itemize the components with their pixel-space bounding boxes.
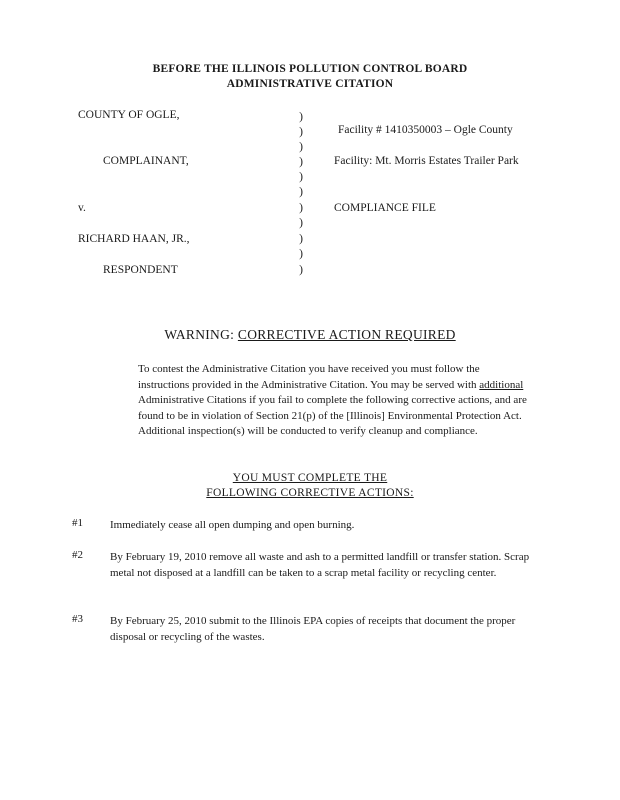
caption-paren: ) (299, 171, 303, 183)
caption-paren: ) (299, 233, 303, 245)
caption-paren: ) (299, 217, 303, 229)
caption-paren: ) (299, 186, 303, 198)
caption-paren: ) (299, 141, 303, 153)
action-number: #3 (72, 613, 83, 625)
warning-paragraph-part2: Administrative Citations if you fail to complete the following corrective actions, and are found to be in violation of Section 21(p) of the [Illinois] Environmental Protection Act. Additional inspection(s) will be conducted to verify cleanup and compliance. (138, 394, 527, 437)
caption-paren: ) (299, 202, 303, 214)
citation-heading: ADMINISTRATIVE CITATION (226, 78, 394, 90)
board-heading: BEFORE THE ILLINOIS POLLUTION CONTROL BOARD (152, 63, 468, 75)
action-number: #2 (72, 549, 83, 561)
action-text: By February 25, 2010 submit to the Illinois EPA copies of receipts that document the proper disposal or recycling of the wastes. (110, 615, 516, 643)
complainant-name: COUNTY OF OGLE, (78, 109, 180, 121)
respondent-role: RESPONDENT (103, 264, 178, 276)
must-complete-heading: YOU MUST COMPLETE THE (232, 472, 388, 484)
caption-paren: ) (299, 264, 303, 276)
warning-title (0, 327, 620, 343)
versus-label: v. (78, 202, 86, 214)
action-text: By February 19, 2010 remove all waste and ash to a permitted landfill or transfer station. Scrap metal not disposed at a landfill can be taken to a scrap metal facility or recycling center. (110, 551, 530, 579)
caption-paren: ) (299, 248, 303, 260)
corrective-actions-heading: FOLLOWING CORRECTIVE ACTIONS: (206, 487, 414, 499)
respondent-name: RICHARD HAAN, JR., (78, 233, 190, 245)
action-number: #1 (72, 517, 83, 529)
caption-paren: ) (299, 111, 303, 123)
action-text: Immediately cease all open dumping and open burning. (110, 519, 355, 531)
warning-paragraph-part1: To contest the Administrative Citation you have received you must follow the instructions provided in the Administrative Citation. You may be served with (138, 363, 480, 391)
complainant-role: COMPLAINANT, (103, 155, 189, 167)
caption-paren: ) (299, 156, 303, 168)
caption-paren: ) (299, 126, 303, 138)
warning-paragraph (138, 362, 533, 440)
compliance-file-label: COMPLIANCE FILE (334, 202, 436, 214)
warning-action-required: CORRECTIVE ACTION REQUIRED (237, 327, 456, 342)
facility-number: Facility # 1410350003 – Ogle County (338, 124, 513, 136)
warning-label: WARNING: (164, 327, 238, 342)
warning-paragraph-additional: additional (479, 378, 524, 391)
facility-name: Facility: Mt. Morris Estates Trailer Park (334, 155, 519, 167)
